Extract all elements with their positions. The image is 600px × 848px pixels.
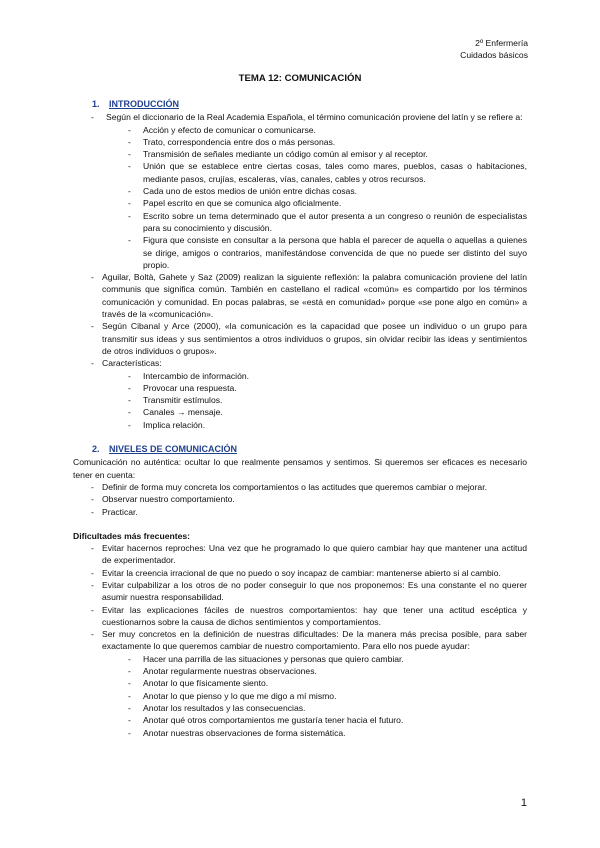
list-item: - Unión que se establece entre ciertas cosas, tales como mares, pueblos, casas o habitaciones, mediante pasos, crujías, escaleras, vías, canales, cables y otros recursos.	[73, 160, 527, 185]
section2-list	[73, 481, 527, 518]
list-item: - Evitar la creencia irracional de que no puedo o soy incapaz de cambiar: mantenerse abierto si al cambio.	[73, 567, 527, 579]
list-item-cibanal: - Según Cibanal y Arce (2000), «la comunicación es la capacidad que posee un individuo o un grupo para transmitir sus ideas y sus sentimientos a otros individuos o grupos, sin olvidar recibir las ideas y sentimientos de otros individuos o grupos».	[73, 320, 527, 357]
caracteristicas-list	[73, 370, 527, 431]
section-heading-introduccion	[73, 98, 527, 110]
list-item: - Anotar nuestras observaciones de forma sistemática.	[73, 727, 527, 739]
list-item-aguilar: - Aguilar, Boltà, Gahete y Saz (2009) realizan la siguiente reflexión: la palabra comunicación proviene del latín communis que significa común. También en castellano el radical «común» es compartido por los términos comunicación y comunidad. En pocas palabras, se «está en comunidad» porque «se pone algo en común» a través de la «comunicación».	[73, 271, 527, 320]
list-item: - Anotar los resultados y las consecuencias.	[73, 702, 527, 714]
section-title: NIVELES DE COMUNICACIÓN	[109, 444, 238, 455]
list-item: - Anotar qué otros comportamientos me gustaría tener hacia el futuro.	[73, 714, 527, 726]
list-item: - Definir de forma muy concreta los comportamientos o las actitudes que queremos cambiar o mejorar.	[73, 481, 527, 493]
list-item: - Practicar.	[73, 506, 527, 518]
list-item: - Figura que consiste en consultar a la persona que habla el parecer de aquella o aquellas a quienes se dirige, amigos o contrarios, manifestándose convencida de que no puede ser distinto del suyo propio.	[73, 234, 527, 271]
list-item: - Trato, correspondencia entre dos o más personas.	[73, 136, 527, 148]
list-item	[73, 111, 527, 271]
list-item-caracteristicas	[73, 357, 527, 431]
list-item: - Anotar lo que pienso y lo que me digo a mí mismo.	[73, 690, 527, 702]
list-item: - Anotar lo que físicamente siento.	[73, 677, 527, 689]
page-header	[460, 37, 528, 61]
definitions-list	[73, 124, 527, 272]
header-course-year: 2º Enfermería	[475, 38, 528, 48]
list-item: - Implica relación.	[73, 419, 527, 431]
document-body	[73, 98, 527, 739]
section2-intro: Comunicación no auténtica: ocultar lo que realmente pensamos y sentimos. Si queremos ser eficaces es necesario tener en cuenta:	[73, 457, 527, 480]
list-item: - Transmitir estímulos.	[73, 394, 527, 406]
difficulty-text: Ser muy concretos en la definición de nuestras dificultades: De la manera más precisa posible, para saber exactamente lo que queremos cambiar de nuestro comportamiento. Para ello nos puede ayudar:	[102, 629, 527, 652]
difficulties-heading: Dificultades más frecuentes:	[73, 530, 191, 541]
list-item: - Hacer una parrilla de las situaciones y personas que quiero cambiar.	[73, 653, 527, 665]
list-item: - Canales → mensaje.	[73, 406, 527, 418]
page-number: 1	[520, 797, 527, 809]
list-item: - Papel escrito en que se comunica algo oficialmente.	[73, 197, 527, 209]
header-subject: Cuidados básicos	[460, 50, 528, 60]
section-title: INTRODUCCIÓN	[109, 99, 179, 109]
list-item: - Escrito sobre un tema determinado que el autor presenta a un congreso o reunión de especialistas para su conocimiento y discusión.	[73, 210, 527, 235]
section-heading-niveles	[73, 443, 527, 455]
list-item: - Evitar culpabilizar a los otros de no poder conseguir lo que nos proponemos: Es una constante el no querer asumir nuestra responsabilidad.	[73, 579, 527, 604]
caracteristicas-label: Características:	[102, 358, 162, 369]
list-item: - Evitar hacernos reproches: Una vez que he programado lo que quiero cambiar hay que mantener una actitud de experimentador.	[73, 542, 527, 567]
difficulties-list	[73, 542, 527, 739]
list-item: - Cada uno de estos medios de unión entre dichas cosas.	[73, 185, 527, 197]
list-item	[73, 628, 527, 739]
list-item: - Acción y efecto de comunicar o comunicarse.	[73, 124, 527, 136]
list-item: - Evitar las explicaciones fáciles de nuestros comportamientos: hay que tener una actitud escéptica y cuestionarnos sobre la causa de dichos sentimientos y comportamientos.	[73, 604, 527, 629]
list-item: - Provocar una respuesta.	[73, 382, 527, 394]
list-item: - Transmisión de señales mediante un código común al emisor y al receptor.	[73, 148, 527, 160]
list-item: - Anotar regularmente nuestras observaciones.	[73, 665, 527, 677]
list-item: - Observar nuestro comportamiento.	[73, 493, 527, 505]
section-number: 2.	[92, 444, 100, 455]
rae-definition-intro: Según el diccionario de la Real Academia Española, el término comunicación proviene del latín y se refiere a:	[106, 112, 523, 123]
document-title: TEMA 12: COMUNICACIÓN	[238, 73, 362, 84]
section1-list	[73, 111, 527, 431]
list-item: - Intercambio de información.	[73, 370, 527, 382]
section-number: 1.	[92, 99, 100, 109]
help-list	[73, 653, 527, 739]
